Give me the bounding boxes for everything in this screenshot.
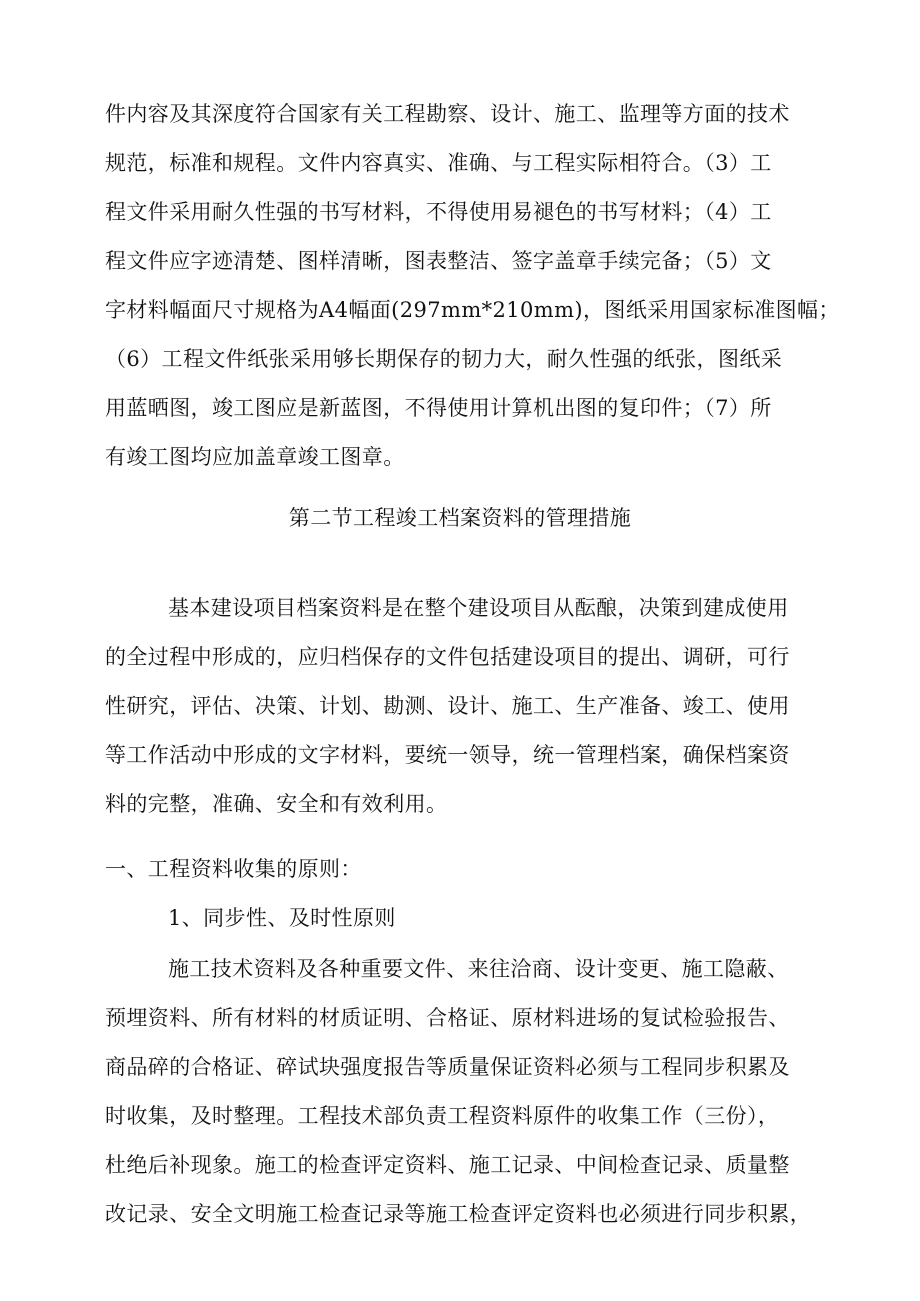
paragraph-line: 程文件采用耐久性强的书写材料，不得使用易褪色的书写材料；（4）工 — [105, 200, 772, 224]
subheading: 一、工程资料收集的原则： — [105, 857, 362, 881]
paragraph-line: 商品碎的合格证、碎试块强度报告等质量保证资料必须与工程同步积累及 — [105, 1055, 790, 1079]
paragraph-line: 规范，标准和规程。文件内容真实、准确、与工程实际相符合。（3）工 — [105, 151, 772, 175]
paragraph-line: 料的完整，准确、安全和有效利用。 — [105, 792, 448, 816]
paragraph-line: 改记录、安全文明施工检查记录等施工检查评定资料也必须进行同步积累， — [105, 1202, 812, 1226]
paragraph-line: 预埋资料、所有材料的材质证明、合格证、原材料进场的复试检验报告、 — [105, 1006, 790, 1030]
paragraph-line: 时收集，及时整理。工程技术部负责工程资料原件的收集工作（三份）， — [105, 1104, 780, 1128]
paragraph-line: 杜绝后补现象。施工的检查评定资料、施工记录、中间检查记录、质量整 — [105, 1153, 790, 1177]
paragraph-line: 用蓝晒图，竣工图应是新蓝图，不得使用计算机出图的复印件；（7）所 — [105, 396, 772, 420]
paragraph-line: 的全过程中形成的，应归档保存的文件包括建设项目的提出、调研，可行 — [105, 645, 790, 669]
sub-subheading: 1、同步性、及时性原则 — [168, 906, 396, 930]
paragraph-line: （6）工程文件纸张采用够长期保存的韧力大，耐久性强的纸张，图纸采 — [105, 347, 783, 371]
paragraph-line: 基本建设项目档案资料是在整个建设项目从酝酿，决策到建成使用 — [168, 596, 789, 620]
paragraph-line: 性研究，评估、决策、计划、勘测、设计、施工、生产准备、竣工、使用 — [105, 694, 790, 718]
paragraph-line: 件内容及其深度符合国家有关工程勘察、设计、施工、监理等方面的技术 — [105, 102, 790, 126]
paragraph-line: 有竣工图均应加盖章竣工图章。 — [105, 445, 405, 469]
section-heading: 第二节工程竣工档案资料的管理措施 — [288, 506, 632, 530]
paragraph-line: 字材料幅面尺寸规格为A4幅面(297mm*210mm)，图纸采用国家标准图幅； — [105, 298, 840, 322]
paragraph-line: 施工技术资料及各种重要文件、来往洽商、设计变更、施工隐蔽、 — [168, 957, 789, 981]
paragraph-line: 程文件应字迹清楚、图样清晰，图表整洁、签字盖章手续完备；（5）文 — [105, 249, 772, 273]
paragraph-line: 等工作活动中形成的文字材料，要统一领导，统一管理档案，确保档案资 — [105, 743, 790, 767]
